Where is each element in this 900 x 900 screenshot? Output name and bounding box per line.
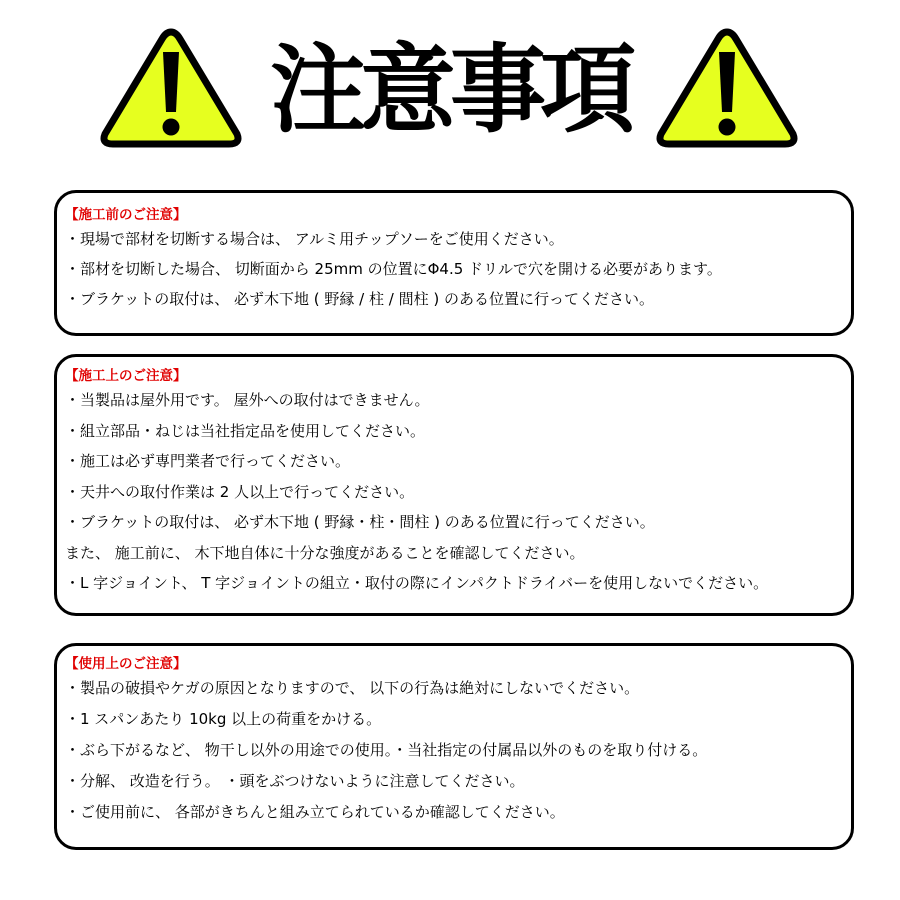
warning-icon — [652, 24, 802, 152]
notice-line: ・分解、 改造を行う。 ・頭をぶつけないように注意してください。 — [65, 772, 525, 790]
notice-section-during-construction — [54, 354, 854, 616]
notice-line: ・ぶら下がるなど、 物干し以外の用途での使用。・当社指定の付属品以外のものを取り付ける。 — [65, 741, 708, 759]
notice-line: また、 施工前に、 木下地自体に十分な強度があることを確認してください。 — [65, 543, 585, 562]
section-title: 【施工前のご注意】 — [65, 207, 187, 223]
notice-line: ・L 字ジョイント、 T 字ジョイントの組立・取付の際にインパクトドライバーを使用しないでください。 — [65, 574, 769, 592]
notice-line: ・ブラケットの取付は、 必ず木下地 ( 野縁 / 柱 / 間柱 ) のある位置に行ってください。 — [65, 290, 654, 308]
notice-line: ・現場で部材を切断する場合は、 アルミ用チップソーをご使用ください。 — [65, 230, 564, 248]
warning-icon — [96, 24, 246, 152]
notice-line: ・ブラケットの取付は、 必ず木下地 ( 野縁・柱・間柱 ) のある位置に行ってください。 — [65, 513, 655, 531]
notice-line: ・部材を切断した場合、 切断面から 25mm の位置にΦ4.5 ドリルで穴を開ける必要があります。 — [65, 260, 722, 278]
notice-line: ・組立部品・ねじは当社指定品を使用してください。 — [65, 421, 426, 440]
notice-line: ・天井への取付作業は 2 人以上で行ってください。 — [65, 482, 415, 501]
page-title: 注意事項 — [270, 34, 630, 146]
notice-section-before-construction — [54, 190, 854, 336]
notice-line: ・ご使用前に、 各部がきちんと組み立てられているか確認してください。 — [65, 803, 565, 821]
notice-line: ・製品の破損やケガの原因となりますので、 以下の行為は絶対にしないでください。 — [65, 679, 640, 697]
section-title: 【施工上のご注意】 — [65, 368, 187, 384]
page-header — [0, 0, 900, 170]
notice-line: ・当製品は屋外用です。 屋外への取付はできません。 — [65, 391, 430, 409]
section-title: 【使用上のご注意】 — [65, 656, 187, 672]
notice-line: ・1 スパンあたり 10kg 以上の荷重をかける。 — [65, 710, 382, 728]
notice-section-during-use — [54, 643, 854, 850]
notice-line: ・施工は必ず専門業者で行ってください。 — [65, 452, 351, 470]
